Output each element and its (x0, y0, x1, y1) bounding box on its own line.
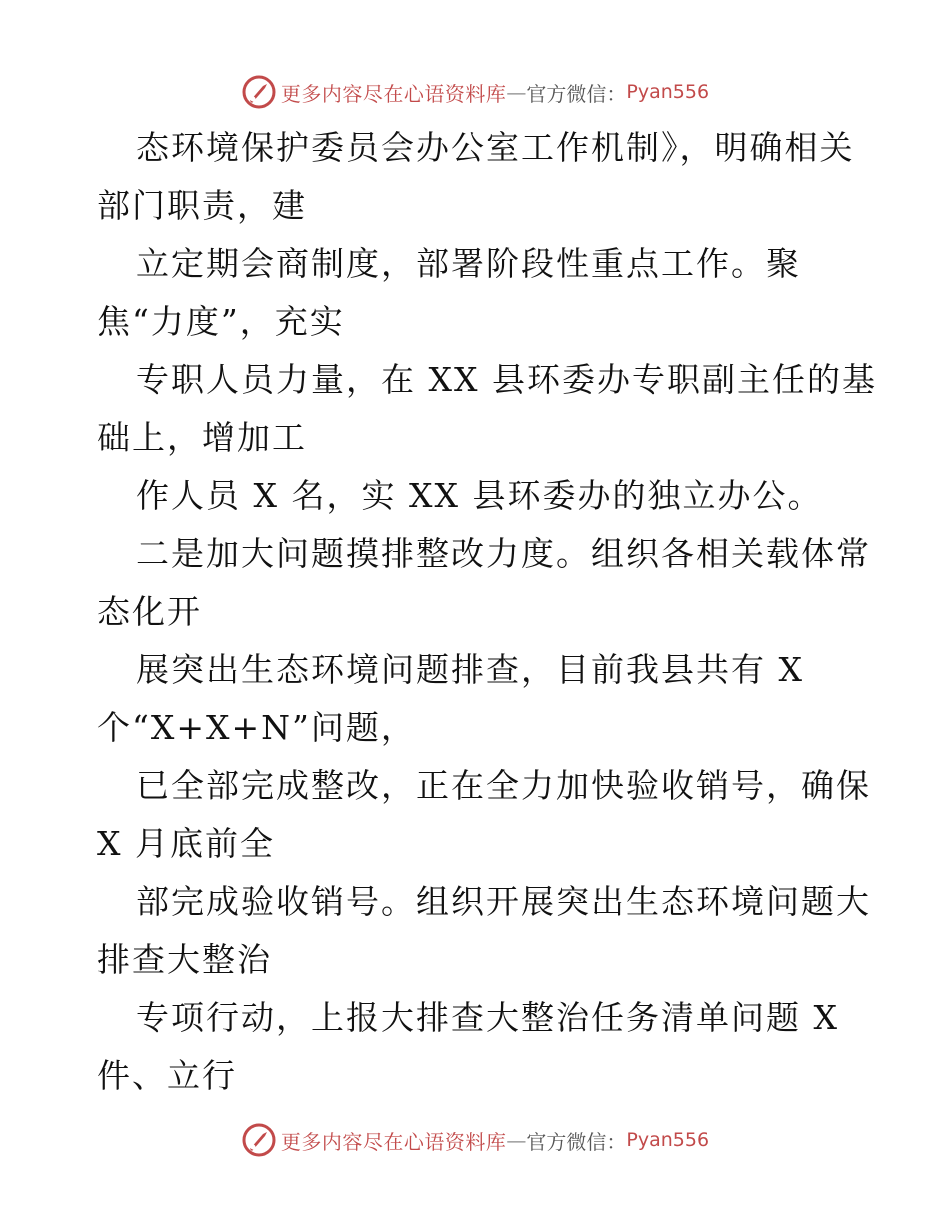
banner-wechat-id: Pyan556 (626, 81, 710, 103)
footer-banner (0, 1120, 950, 1160)
text-line: 焦“力度”，充实 (97, 302, 345, 341)
text-line: 立定期会商制度，部署阶段性重点工作。聚 (136, 244, 801, 283)
text-line: 部门职责，建 (97, 186, 307, 225)
text-line: 专职人员力量，在 XX 县环委办专职副主任的基 (136, 360, 877, 399)
text-line: 个“X+X+N”问题， (97, 708, 416, 747)
pen-nib-logo-icon (241, 74, 277, 110)
text-line: 二是加大问题摸排整改力度。组织各相关载体常 (136, 534, 871, 573)
banner-site-text: 更多内容尽在心语资料库 (280, 1129, 507, 1154)
text-line: X 月底前全 (97, 824, 275, 863)
banner-dash: — (506, 1128, 527, 1152)
banner-site-text: 更多内容尽在心语资料库 (280, 81, 507, 106)
banner-wechat-id: Pyan556 (626, 1129, 710, 1151)
text-line: 展突出生态环境问题排查，目前我县共有 X (136, 650, 804, 689)
banner-wechat-label: 官方微信： (526, 1129, 627, 1154)
text-line: 作人员 X 名，实 XX 县环委办的独立办公。 (136, 476, 823, 515)
text-line: 已全部完成整改，正在全力加快验收销号，确保 (136, 766, 871, 805)
text-line: 排查大整治 (97, 940, 272, 979)
text-line: 础上，增加工 (97, 418, 307, 457)
text-line: 态环境保护委员会办公室工作机制》，明确相关 (136, 128, 855, 167)
header-banner (0, 72, 950, 112)
pen-nib-logo-icon (241, 1122, 277, 1158)
text-line: 态化开 (97, 592, 202, 631)
text-line: 件、立行 (97, 1056, 237, 1095)
banner-wechat-label: 官方微信： (526, 81, 627, 106)
text-line: 部完成验收销号。组织开展突出生态环境问题大 (136, 882, 871, 921)
text-line: 专项行动，上报大排查大整治任务清单问题 X (136, 998, 839, 1037)
banner-dash: — (506, 80, 527, 104)
